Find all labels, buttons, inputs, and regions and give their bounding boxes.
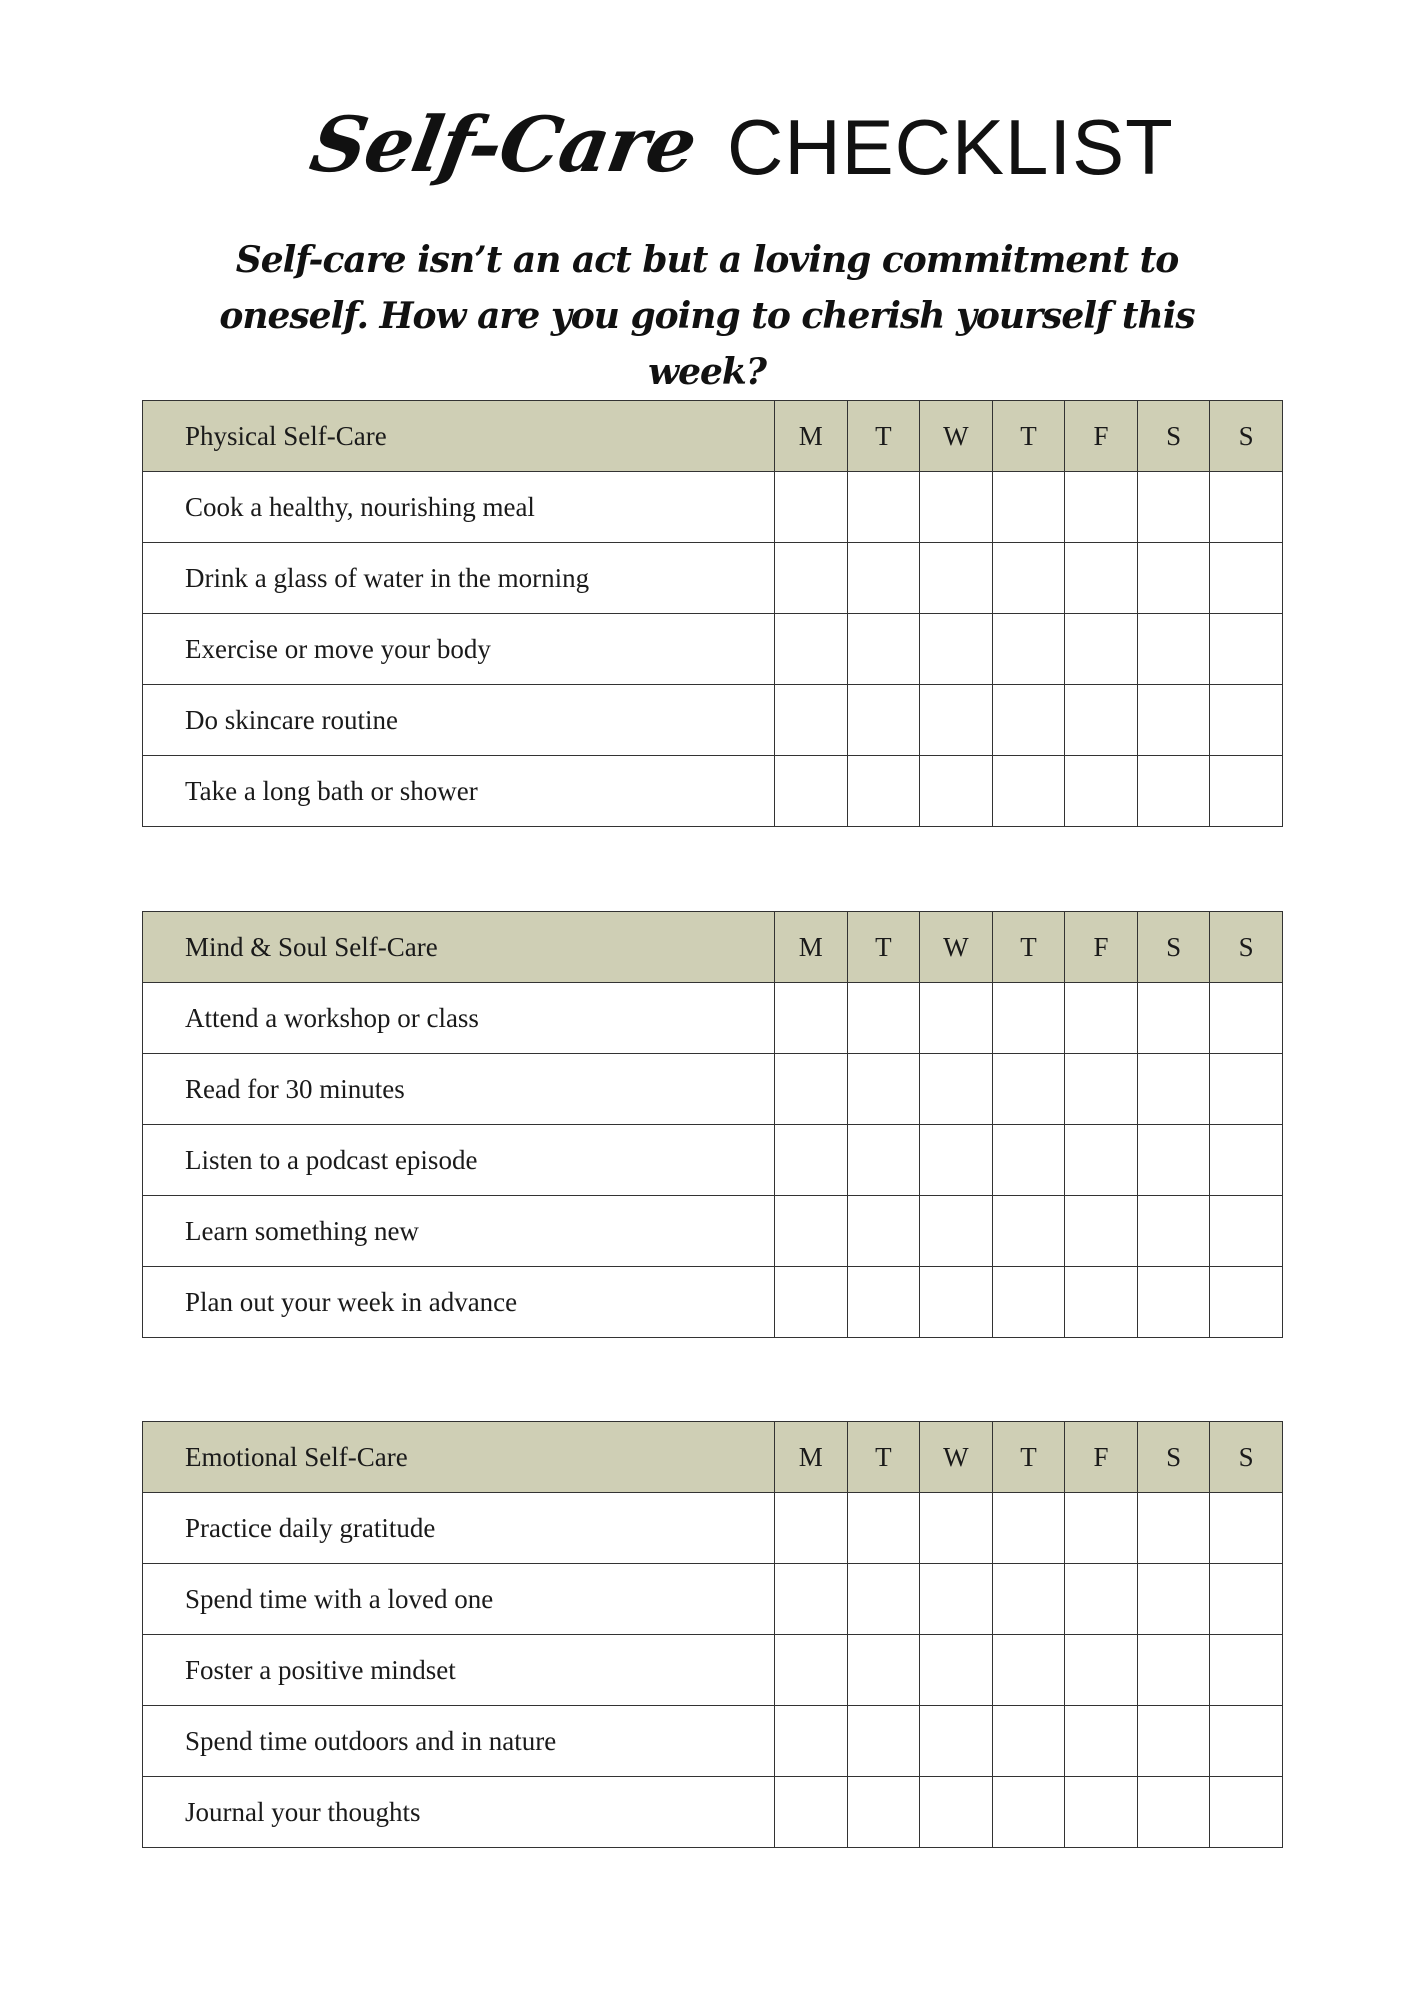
check-cell[interactable] [1065, 472, 1138, 543]
check-cell[interactable] [775, 1635, 848, 1706]
check-cell[interactable] [1210, 1564, 1283, 1635]
table-row [143, 983, 1283, 1054]
check-cell[interactable] [992, 1054, 1065, 1125]
check-cell[interactable] [847, 1777, 920, 1848]
check-cell[interactable] [775, 983, 848, 1054]
task-label: Learn something new [143, 1196, 775, 1267]
check-cell[interactable] [1137, 1493, 1210, 1564]
check-cell[interactable] [847, 1493, 920, 1564]
check-cell[interactable] [847, 756, 920, 827]
section-mind-soul [142, 911, 1282, 1338]
day-header-saturday: S [1137, 912, 1210, 983]
check-cell[interactable] [847, 983, 920, 1054]
check-cell[interactable] [992, 685, 1065, 756]
check-cell[interactable] [1137, 1777, 1210, 1848]
check-cell[interactable] [1210, 1493, 1283, 1564]
check-cell[interactable] [847, 685, 920, 756]
table-header-row [143, 1422, 1283, 1493]
day-header-tuesday: T [847, 401, 920, 472]
check-cell[interactable] [1210, 756, 1283, 827]
checklist-table [142, 400, 1283, 827]
table-header-row [143, 401, 1283, 472]
check-cell[interactable] [847, 1706, 920, 1777]
check-cell[interactable] [1210, 1054, 1283, 1125]
check-cell[interactable] [992, 1125, 1065, 1196]
table-row [143, 1054, 1283, 1125]
check-cell[interactable] [1137, 1054, 1210, 1125]
task-label: Listen to a podcast episode [143, 1125, 775, 1196]
check-cell[interactable] [775, 543, 848, 614]
checklist-table [142, 1421, 1283, 1848]
checklist-table [142, 911, 1283, 1338]
day-header-wednesday: W [920, 912, 993, 983]
check-cell[interactable] [1137, 1125, 1210, 1196]
check-cell[interactable] [920, 756, 993, 827]
section-heading: Mind & Soul Self-Care [143, 912, 775, 983]
check-cell[interactable] [1065, 614, 1138, 685]
table-row [143, 1196, 1283, 1267]
section-heading: Emotional Self-Care [143, 1422, 775, 1493]
check-cell[interactable] [775, 614, 848, 685]
check-cell[interactable] [847, 543, 920, 614]
check-cell[interactable] [1065, 685, 1138, 756]
day-header-friday: F [1065, 1422, 1138, 1493]
day-header-friday: F [1065, 912, 1138, 983]
check-cell[interactable] [920, 472, 993, 543]
task-label: Exercise or move your body [143, 614, 775, 685]
check-cell[interactable] [775, 472, 848, 543]
check-cell[interactable] [920, 543, 993, 614]
check-cell[interactable] [1137, 543, 1210, 614]
task-label: Attend a workshop or class [143, 983, 775, 1054]
table-row [143, 1706, 1283, 1777]
check-cell[interactable] [1210, 983, 1283, 1054]
day-header-monday: M [775, 912, 848, 983]
check-cell[interactable] [1137, 685, 1210, 756]
section-heading: Physical Self-Care [143, 401, 775, 472]
check-cell[interactable] [775, 1493, 848, 1564]
check-cell[interactable] [775, 1706, 848, 1777]
task-label: Foster a positive mindset [143, 1635, 775, 1706]
day-header-sunday: S [1210, 912, 1283, 983]
check-cell[interactable] [847, 1564, 920, 1635]
check-cell[interactable] [1210, 1125, 1283, 1196]
check-cell[interactable] [775, 756, 848, 827]
check-cell[interactable] [1137, 1635, 1210, 1706]
check-cell[interactable] [1210, 1196, 1283, 1267]
day-header-saturday: S [1137, 401, 1210, 472]
table-row [143, 1564, 1283, 1635]
check-cell[interactable] [920, 1777, 993, 1848]
subtitle: Self-care isn’t an act but a loving commitment to oneself. How are you going to cherish yourself this week? [219, 239, 1195, 393]
check-cell[interactable] [1137, 614, 1210, 685]
check-cell[interactable] [1137, 1196, 1210, 1267]
table-row [143, 1777, 1283, 1848]
title-script: Self-Care [304, 100, 703, 189]
check-cell[interactable] [920, 1267, 993, 1338]
table-row [143, 1125, 1283, 1196]
section-physical [142, 400, 1282, 827]
day-header-wednesday: W [920, 1422, 993, 1493]
check-cell[interactable] [992, 1635, 1065, 1706]
check-cell[interactable] [920, 614, 993, 685]
day-header-wednesday: W [920, 401, 993, 472]
day-header-friday: F [1065, 401, 1138, 472]
check-cell[interactable] [1065, 983, 1138, 1054]
check-cell[interactable] [992, 756, 1065, 827]
check-cell[interactable] [920, 1706, 993, 1777]
day-header-monday: M [775, 401, 848, 472]
day-header-tuesday: T [847, 1422, 920, 1493]
check-cell[interactable] [1210, 1635, 1283, 1706]
check-cell[interactable] [775, 1054, 848, 1125]
check-cell[interactable] [1137, 983, 1210, 1054]
task-label: Do skincare routine [143, 685, 775, 756]
check-cell[interactable] [1210, 614, 1283, 685]
day-header-thursday: T [992, 401, 1065, 472]
check-cell[interactable] [775, 685, 848, 756]
check-cell[interactable] [920, 1054, 993, 1125]
section-emotional [142, 1421, 1282, 1848]
title-caps: CHECKLIST [727, 103, 1174, 191]
check-cell[interactable] [1210, 472, 1283, 543]
task-label: Take a long bath or shower [143, 756, 775, 827]
check-cell[interactable] [847, 1054, 920, 1125]
day-header-saturday: S [1137, 1422, 1210, 1493]
day-header-tuesday: T [847, 912, 920, 983]
table-row [143, 472, 1283, 543]
check-cell[interactable] [847, 472, 920, 543]
day-header-monday: M [775, 1422, 848, 1493]
check-cell[interactable] [1137, 756, 1210, 827]
check-cell[interactable] [1065, 543, 1138, 614]
check-cell[interactable] [847, 614, 920, 685]
check-cell[interactable] [1210, 1777, 1283, 1848]
check-cell[interactable] [1137, 1564, 1210, 1635]
check-cell[interactable] [992, 1493, 1065, 1564]
check-cell[interactable] [920, 983, 993, 1054]
day-header-sunday: S [1210, 401, 1283, 472]
table-row [143, 614, 1283, 685]
table-header-row [143, 912, 1283, 983]
table-row [143, 1635, 1283, 1706]
check-cell[interactable] [1065, 1635, 1138, 1706]
check-cell[interactable] [992, 1267, 1065, 1338]
check-cell[interactable] [1065, 1564, 1138, 1635]
check-cell[interactable] [1210, 543, 1283, 614]
check-cell[interactable] [1065, 1125, 1138, 1196]
check-cell[interactable] [992, 1196, 1065, 1267]
table-row [143, 1493, 1283, 1564]
check-cell[interactable] [775, 1564, 848, 1635]
table-row [143, 756, 1283, 827]
check-cell[interactable] [1210, 1706, 1283, 1777]
check-cell[interactable] [775, 1267, 848, 1338]
task-label: Cook a healthy, nourishing meal [143, 472, 775, 543]
check-cell[interactable] [992, 614, 1065, 685]
table-row [143, 543, 1283, 614]
page-title [0, 92, 1414, 202]
check-cell[interactable] [1065, 1777, 1138, 1848]
check-cell[interactable] [992, 1777, 1065, 1848]
check-cell[interactable] [1065, 1706, 1138, 1777]
task-label: Journal your thoughts [143, 1777, 775, 1848]
check-cell[interactable] [920, 1196, 993, 1267]
check-cell[interactable] [992, 1706, 1065, 1777]
check-cell[interactable] [1065, 1196, 1138, 1267]
check-cell[interactable] [992, 1564, 1065, 1635]
check-cell[interactable] [920, 1564, 993, 1635]
task-label: Plan out your week in advance [143, 1267, 775, 1338]
check-cell[interactable] [775, 1125, 848, 1196]
check-cell[interactable] [847, 1267, 920, 1338]
task-label: Spend time outdoors and in nature [143, 1706, 775, 1777]
check-cell[interactable] [1137, 1267, 1210, 1338]
check-cell[interactable] [1137, 1706, 1210, 1777]
check-cell[interactable] [992, 543, 1065, 614]
check-cell[interactable] [1065, 1493, 1138, 1564]
check-cell[interactable] [1065, 1267, 1138, 1338]
check-cell[interactable] [847, 1196, 920, 1267]
table-row [143, 1267, 1283, 1338]
check-cell[interactable] [1210, 685, 1283, 756]
check-cell[interactable] [920, 1125, 993, 1196]
day-header-sunday: S [1210, 1422, 1283, 1493]
check-cell[interactable] [847, 1635, 920, 1706]
check-cell[interactable] [775, 1196, 848, 1267]
day-header-thursday: T [992, 912, 1065, 983]
task-label: Drink a glass of water in the morning [143, 543, 775, 614]
check-cell[interactable] [1065, 1054, 1138, 1125]
check-cell[interactable] [920, 1635, 993, 1706]
check-cell[interactable] [992, 472, 1065, 543]
check-cell[interactable] [1210, 1267, 1283, 1338]
task-label: Practice daily gratitude [143, 1493, 775, 1564]
task-label: Read for 30 minutes [143, 1054, 775, 1125]
check-cell[interactable] [847, 1125, 920, 1196]
check-cell[interactable] [1137, 472, 1210, 543]
table-row [143, 685, 1283, 756]
check-cell[interactable] [920, 1493, 993, 1564]
day-header-thursday: T [992, 1422, 1065, 1493]
check-cell[interactable] [992, 983, 1065, 1054]
check-cell[interactable] [1065, 756, 1138, 827]
check-cell[interactable] [920, 685, 993, 756]
task-label: Spend time with a loved one [143, 1564, 775, 1635]
check-cell[interactable] [775, 1777, 848, 1848]
